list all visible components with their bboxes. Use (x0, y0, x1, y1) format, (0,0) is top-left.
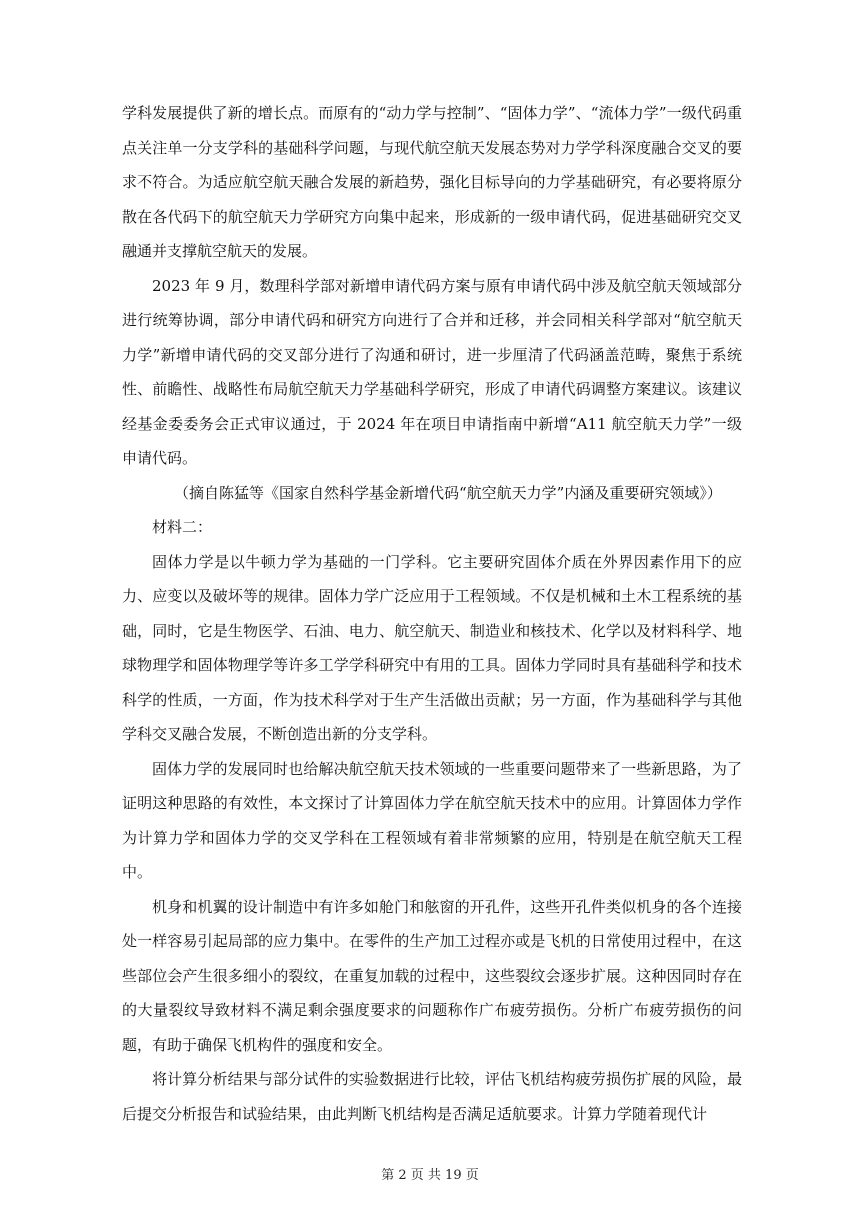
paragraph-fatigue-damage: 机身和机翼的设计制造中有许多如舱门和舷窗的开孔件，这些开孔件类似机身的各个连接处一样容易引起局部的应力集中。在零件的生产加工过程亦或是飞机的日常使用过程中，在这些部位会产生很多细小的裂纹，在重复加载的过程中，这些裂纹会逐步扩展。这种因同时存在的大量裂纹导致材料不满足剩余强度要求的问题称作广布疲劳损伤。分析广布疲劳损伤的问题，有助于确保飞机构件的强度和安全。 (122, 897, 742, 1054)
paragraph-solid-mechanics: 固体力学是以牛顿力学为基础的一门学科。它主要研究固体介质在外界因素作用下的应力、应变以及破坏等的规律。固体力学广泛应用于工程领域。不仅是机械和土木工程系统的基础，同时，它是生物医学、石油、电力、航空航天、制造业和核技术、化学以及材料科学、地球物理学和固体物理学等许多工学学科研究中有用的工具。固体力学同时具有基础科学和技术科学的性质，一方面，作为技术科学对于生产生活做出贡献；另一方面，作为基础科学与其他学科交叉融合发展，不断创造出新的分支学科。 (122, 552, 742, 743)
page-footer: 第 2 页 共 19 页 (381, 1168, 479, 1183)
paragraph-continued: 学科发展提供了新的增长点。而原有的“动力学与控制”、“固体力学”、“流体力学”一级代码重点关注单一分支学科的基础科学问题，与现代航空航天发展态势对力学学科深度融合交叉的要求不符合。为适应航空航天融合发展的新趋势，强化目标导向的力学基础研究，有必要将原分散在各代码下的航空航天力学研究方向集中起来，形成新的一级申请代码，促进基础研究交叉融通并支撑航空航天的发展。 (122, 104, 742, 260)
paragraph-computational-mechanics: 固体力学的发展同时也给解决航空航天技术领域的一些重要问题带来了一些新思路，为了证明这种思路的有效性，本文探讨了计算固体力学在航空航天技术中的应用。计算固体力学作为计算力学和固体力学的交叉学科在工程领域有着非常频繁的应用，特别是在航空航天工程中。 (122, 759, 742, 881)
paragraph-assessment: 将计算分析结果与部分试件的实验数据进行比较，评估飞机结构疲劳损伤扩展的风险，最后提交分析报告和试验结果，由此判断飞机结构是否满足适航要求。计算力学随着现代计 (122, 1070, 742, 1123)
source-citation: （摘自陈猛等《国家自然科学基金新增代码“航空航天力学”内涵及重要研究领域》） (174, 483, 722, 502)
paragraph-2023-coordination: 2023 年 9 月，数理科学部对新增申请代码方案与原有申请代码中涉及航空航天领域部分进行统筹协调，部分申请代码和研究方向进行了合并和迁移，并会同相关科学部对“航空航天力学”新增申请代码的交叉部分进行了沟通和研讨，进一步厘清了代码涵盖范畴，聚焦于系统性、前瞻性、战略性布局航空航天力学基础科学研究，形成了申请代码调整方案建议。该建议经基金委委务会正式审议通过，于 2024 年在项目申请指南中新增“A11 航空航天力学”一级申请代码。 (122, 276, 742, 467)
document-body (122, 96, 742, 1131)
material-heading: 材料二： (152, 518, 213, 536)
